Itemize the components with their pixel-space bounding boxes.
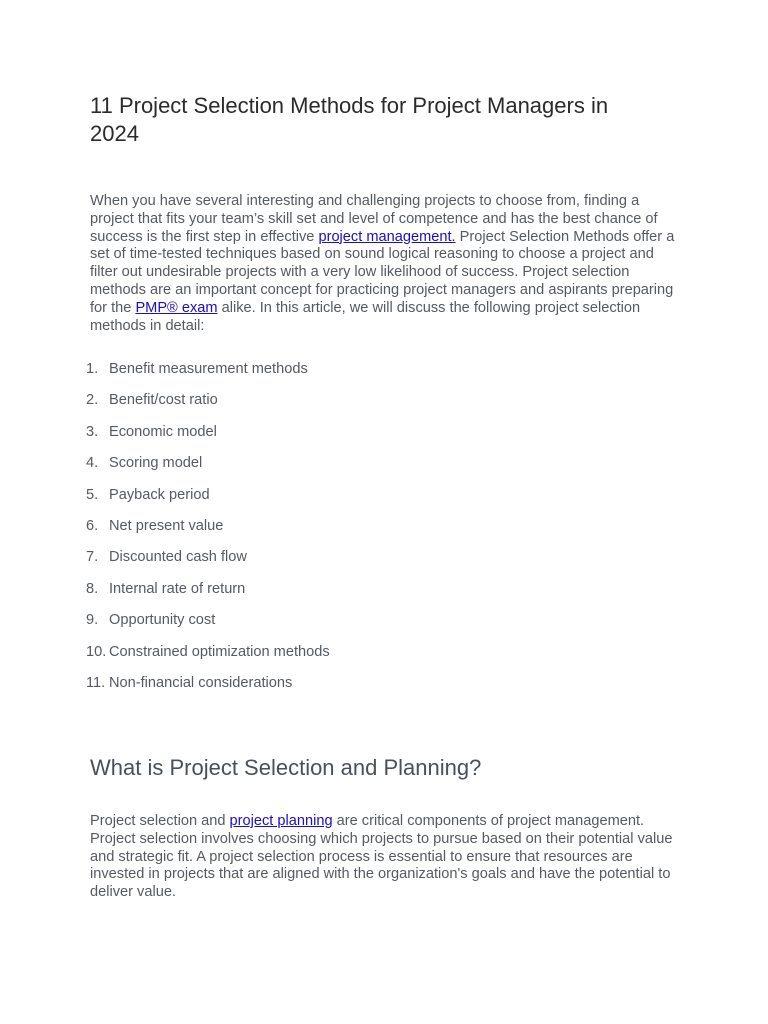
list-number: 7. [86,549,99,566]
list-item [86,580,330,611]
intro-text-1: When you have several interesting and challenging projects to choose from, finding a project that fits your team’s skill set and level of competence and has the best chance of success is the first step in effective [90,193,658,245]
project-planning-link[interactable]: project planning [229,813,333,829]
list-number: 3. [86,423,99,440]
list-number: 1. [86,361,99,377]
list-item-label: Net present value [109,517,224,534]
list-item-label: Internal rate of return [109,580,246,597]
project-management-link[interactable]: project management. [318,228,456,245]
page-title: 11 Project Selection Methods for Project Managers in 2024 [90,93,609,146]
section-paragraph [90,813,682,902]
methods-list [86,360,330,705]
list-item [86,643,330,674]
intro-paragraph [90,193,682,335]
intro-text-3: alike. In this article, we will discuss the following project selection methods in detail: [90,299,641,334]
list-item [86,611,330,642]
section-text-1: Project selection and [90,813,230,829]
list-item [86,454,330,485]
list-item [86,360,330,391]
list-item-label: Non-financial considerations [109,674,293,691]
list-item [86,391,330,422]
list-item-label: Economic model [109,423,217,440]
list-number: 6. [86,517,99,534]
list-item [86,548,330,579]
list-item-label: Constrained optimization methods [109,643,330,660]
list-item-label: Benefit/cost ratio [109,392,218,409]
list-item [86,423,330,454]
list-item-label: Scoring model [109,455,203,472]
list-item-label: Payback period [109,486,210,503]
list-item-label: Benefit measurement methods [109,361,308,377]
list-number: 2. [86,392,99,409]
section-text-2: are critical components of project management. Project selection involves choosing which projects to pursue based on their potential value and strategic fit. A project selection process is essential to ensure that resources are invested in projects that are aligned with the organization's goals and have the potential to deliver value. [90,813,673,901]
list-number: 8. [86,580,99,597]
list-item-label: Opportunity cost [109,612,216,629]
list-item [86,674,330,705]
list-number: 11. [86,674,106,691]
list-number: 10. [86,643,107,660]
list-item [86,486,330,517]
list-number: 9. [86,612,99,629]
list-number: 5. [86,486,99,503]
list-number: 4. [86,455,99,472]
list-item-label: Discounted cash flow [109,549,247,566]
section-heading: What is Project Selection and Planning? [90,755,482,780]
pmp-exam-link[interactable]: PMP® exam [135,299,218,316]
intro-text-2: Project Selection Methods offer a set of time-tested techniques based on sound logical reasoning to choose a project and filter out undesirable projects with a very low likelihood of success. Project selection methods are an important concept for practicing project managers and aspirants preparing for the [90,228,675,316]
list-item [86,517,330,548]
